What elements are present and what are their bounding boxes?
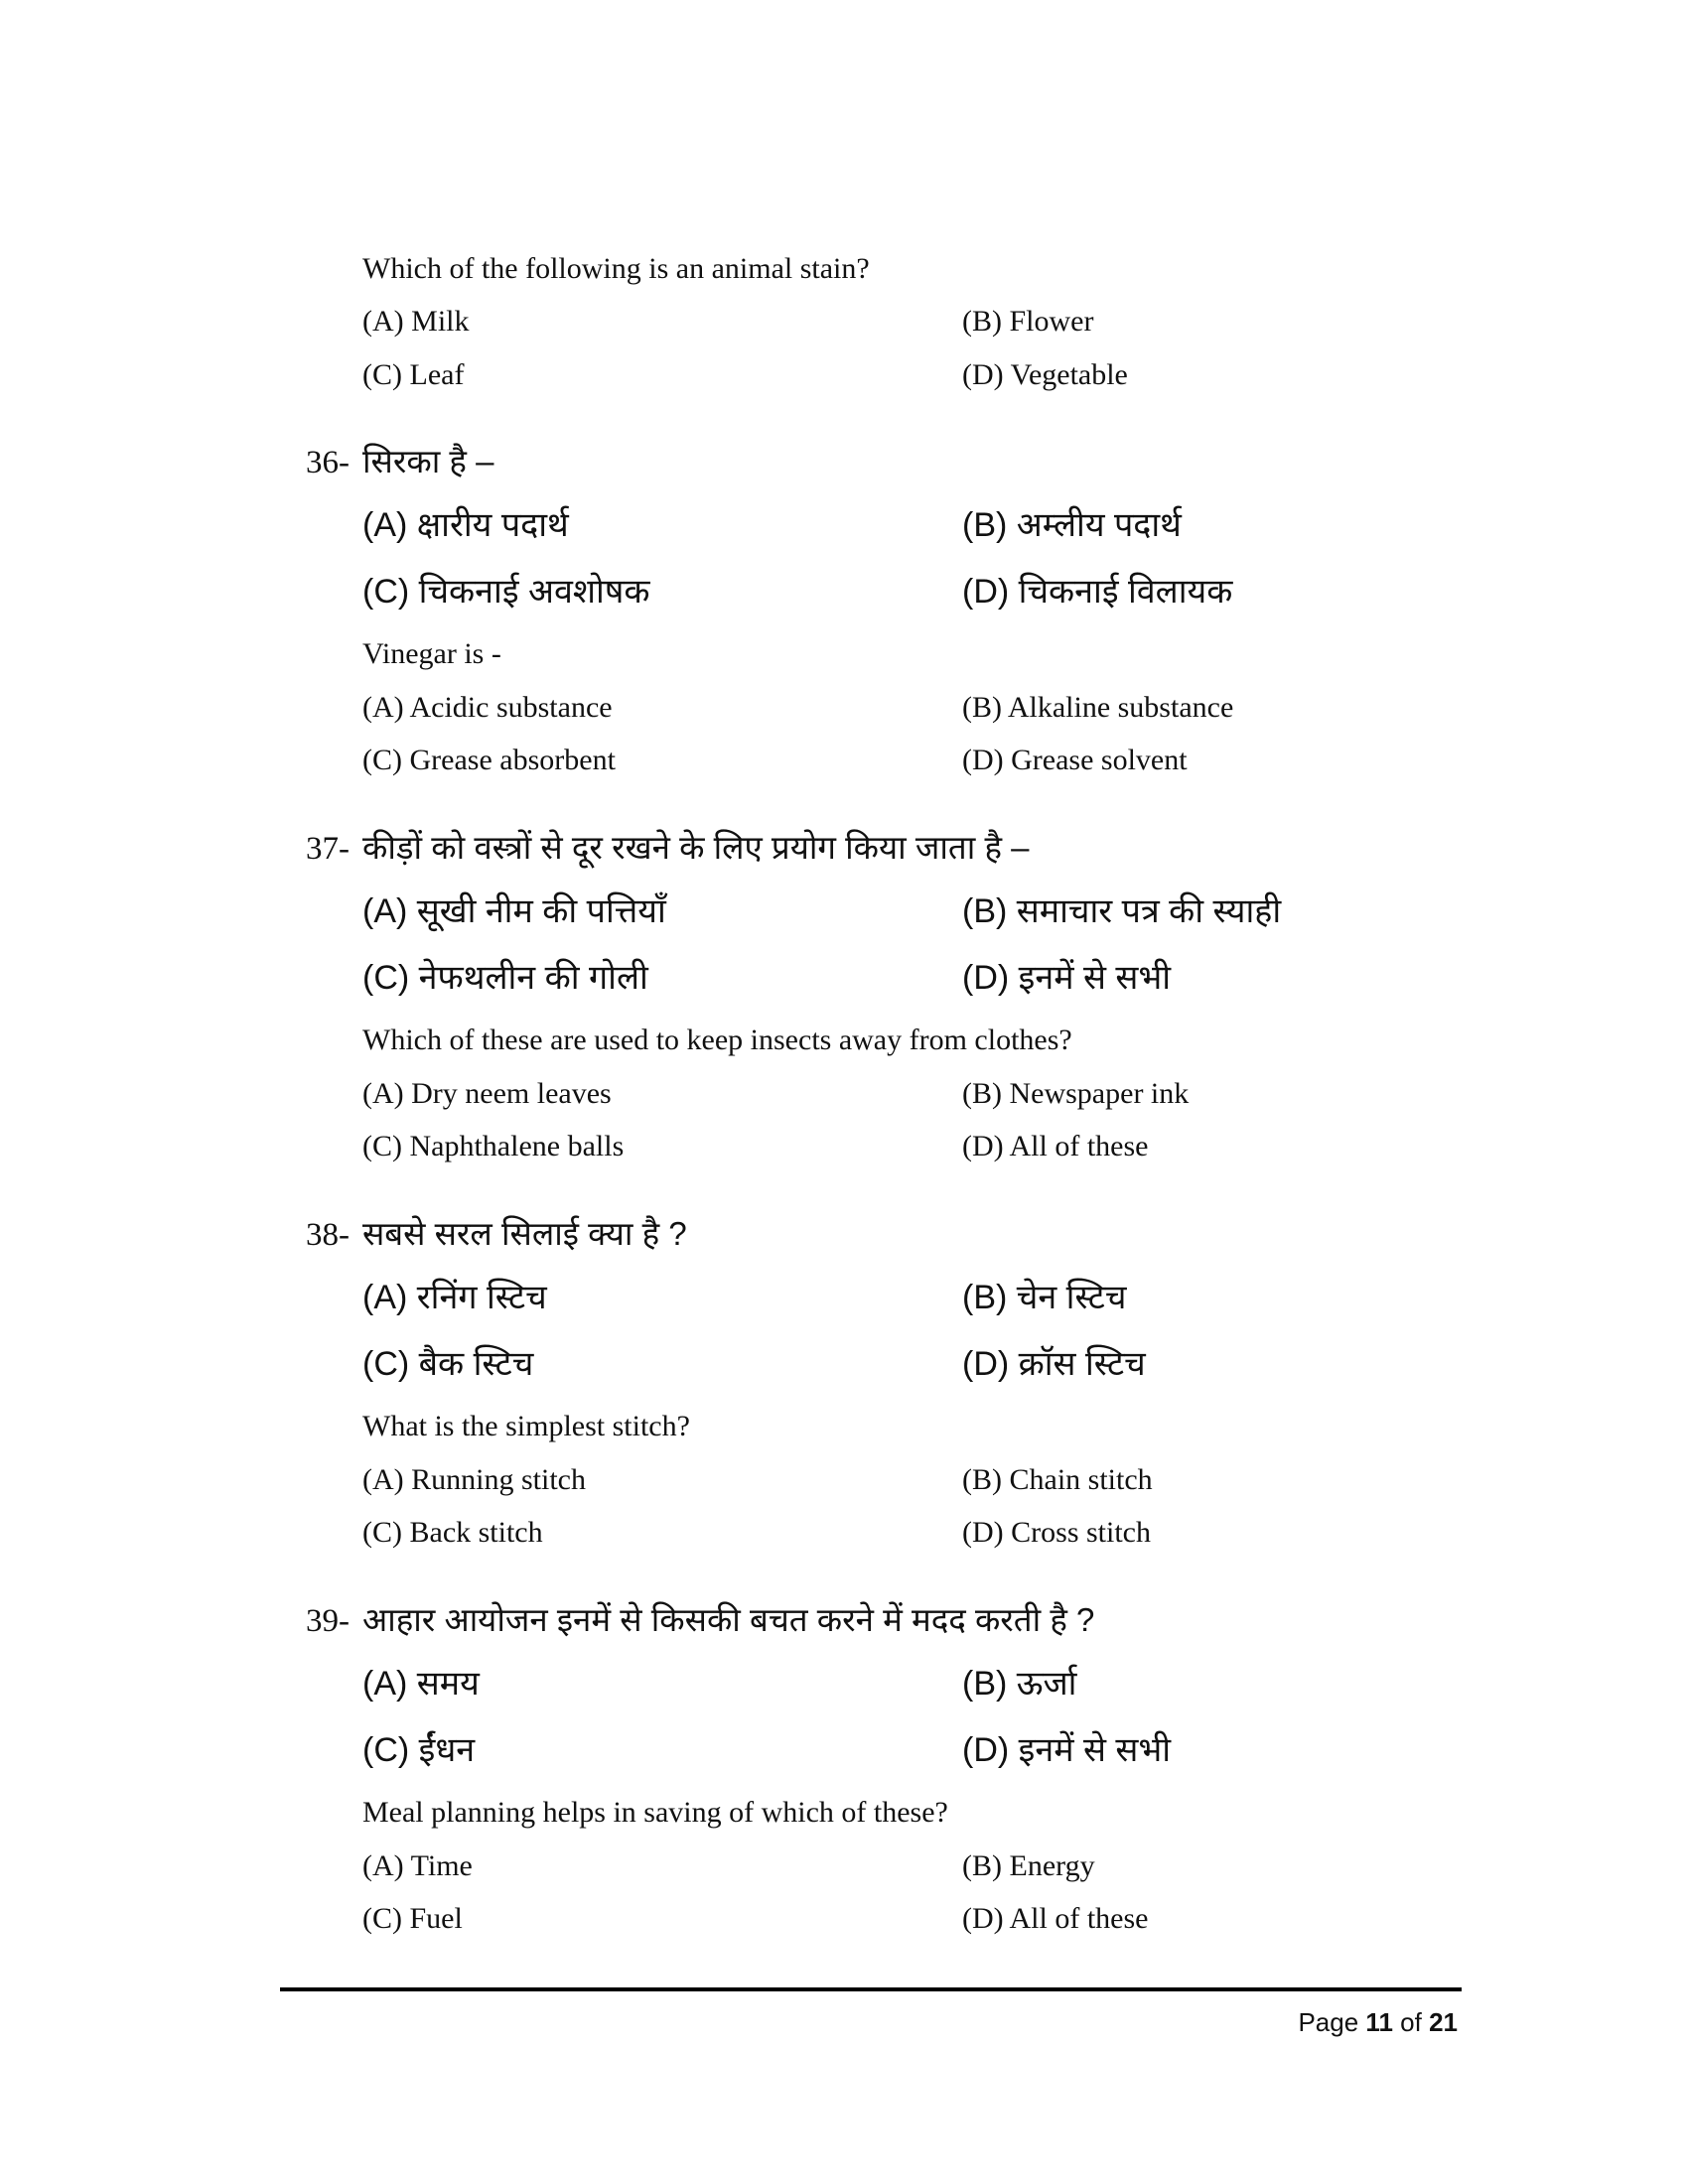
option-a-english: (A) Time xyxy=(362,1849,473,1882)
option-d-english: (D) Cross stitch xyxy=(962,1516,1151,1549)
option-c-english: (C) Leaf xyxy=(362,358,465,391)
question-text-english: Which of the following is an animal stain? xyxy=(362,252,870,285)
question-text-english: Which of these are used to keep insects away from clothes? xyxy=(362,1024,1072,1056)
option-c-english: (C) Back stitch xyxy=(362,1516,543,1549)
question-text-english: What is the simplest stitch? xyxy=(362,1410,690,1442)
option-c-english: (C) Fuel xyxy=(362,1902,463,1935)
option-b-hindi: (B) समाचार पत्र की स्याही xyxy=(962,892,1282,930)
page-current: 11 xyxy=(1365,2007,1393,2037)
option-a-english: (A) Running stitch xyxy=(362,1463,586,1496)
option-c-hindi: (C) बैक स्टिच xyxy=(362,1345,534,1383)
question-text-hindi: आहार आयोजन इनमें से किसकी बचत करने में मदद करती है ? xyxy=(362,1601,1095,1638)
question-number: 36- xyxy=(306,445,350,480)
option-a-hindi: (A) रनिंग स्टिच xyxy=(362,1279,547,1316)
question-text-hindi: कीड़ों को वस्त्रों से दूर रखने के लिए प्रयोग किया जाता है – xyxy=(362,829,1030,866)
question-text-english: Meal planning helps in saving of which of these? xyxy=(362,1796,948,1829)
option-b-hindi: (B) ऊर्जा xyxy=(962,1665,1077,1703)
option-b-english: (B) Chain stitch xyxy=(962,1463,1153,1496)
option-c-hindi: (C) ईंधन xyxy=(362,1731,476,1769)
question-number: 37- xyxy=(306,831,350,867)
option-d-hindi: (D) क्रॉस स्टिच xyxy=(962,1345,1146,1383)
option-c-english: (C) Naphthalene balls xyxy=(362,1130,625,1162)
option-d-hindi: (D) चिकनाई विलायक xyxy=(962,573,1233,611)
option-c-hindi: (C) चिकनाई अवशोषक xyxy=(362,573,650,611)
option-a-hindi: (A) सूखी नीम की पत्तियाँ xyxy=(362,892,666,930)
option-d-hindi: (D) इनमें से सभी xyxy=(962,1731,1172,1769)
option-c-hindi: (C) नेफथलीन की गोली xyxy=(362,959,648,997)
question-number: 38- xyxy=(306,1217,350,1253)
footer-divider xyxy=(280,1987,1462,1991)
option-b-hindi: (B) अम्लीय पदार्थ xyxy=(962,506,1182,544)
option-d-hindi: (D) इनमें से सभी xyxy=(962,959,1172,997)
option-b-english: (B) Alkaline substance xyxy=(962,691,1234,724)
option-c-english: (C) Grease absorbent xyxy=(362,744,616,776)
option-a-english: (A) Dry neem leaves xyxy=(362,1077,612,1110)
option-b-hindi: (B) चेन स्टिच xyxy=(962,1279,1127,1316)
option-a-hindi: (A) क्षारीय पदार्थ xyxy=(362,506,569,544)
option-a-english: (A) Acidic substance xyxy=(362,691,613,724)
option-d-english: (D) All of these xyxy=(962,1130,1149,1162)
option-d-english: (D) All of these xyxy=(962,1902,1149,1935)
of-label: of xyxy=(1400,2007,1422,2037)
option-b-english: (B) Newspaper ink xyxy=(962,1077,1190,1110)
option-b-english: (B) Flower xyxy=(962,305,1094,338)
option-a-english: (A) Milk xyxy=(362,305,470,338)
question-number: 39- xyxy=(306,1603,350,1639)
question-text-hindi: सिरका है – xyxy=(362,443,494,479)
page-total: 21 xyxy=(1429,2007,1458,2037)
question-text-hindi: सबसे सरल सिलाई क्या है ? xyxy=(362,1215,687,1252)
page-label: Page xyxy=(1298,2007,1359,2037)
option-a-hindi: (A) समय xyxy=(362,1665,480,1703)
option-b-english: (B) Energy xyxy=(962,1849,1095,1882)
option-d-english: (D) Grease solvent xyxy=(962,744,1188,776)
page-number xyxy=(1298,2007,1458,2038)
option-d-english: (D) Vegetable xyxy=(962,358,1128,391)
question-text-english: Vinegar is - xyxy=(362,637,501,670)
